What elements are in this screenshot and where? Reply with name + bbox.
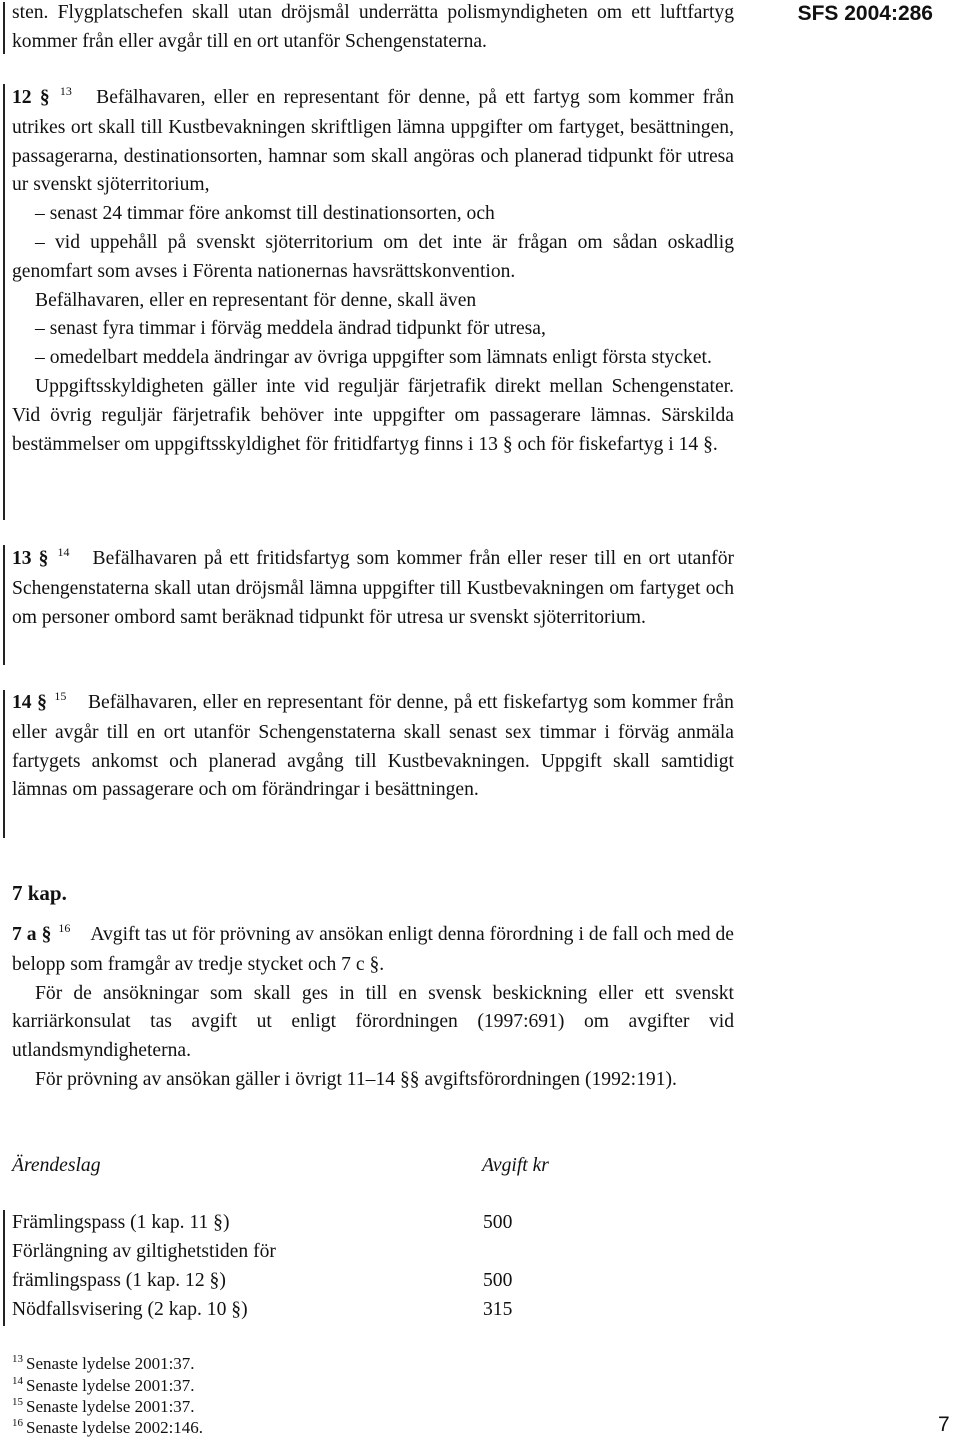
section-sign: §	[37, 692, 47, 713]
footnote-number: 13	[12, 1353, 23, 1365]
section-text: Befälhavaren, eller en representant för denne, på ett fartyg som kommer från utrikes ort skall till Kustbevakningen skriftligen lämna uppgifter om fartyget, besättningen, passagerarna, destinationsorten, hamnar som skall angöras och planerad tidpunkt för utresa ur svenskt sjöterritorium,	[12, 87, 735, 196]
change-bar	[3, 545, 5, 665]
footnote	[12, 1376, 195, 1398]
footnote	[12, 1397, 195, 1419]
section-number: 13	[12, 548, 32, 569]
table-row	[12, 1209, 734, 1238]
section-14	[12, 689, 734, 805]
paragraph: Befälhavaren, eller en representant för denne, skall även	[35, 289, 477, 311]
section-text: Befälhavaren, eller en representant för denne, på ett fiskefartyg som kommer från eller avgår till en ort utanför Schengenstaterna skall senast sex timmar i förväg anmäla fartygets ankomst och planerad avgång till Kustbevakningen. Uppgift skall samtidigt lämnas om passagerare och om förändringar i besättningen.	[12, 692, 734, 801]
table-row	[12, 1238, 734, 1267]
change-bar	[3, 84, 5, 520]
fee-amount: 500	[483, 1270, 513, 1291]
section-13-paragraph	[12, 545, 734, 632]
footnote-number: 15	[12, 1396, 23, 1408]
list-item: – vid uppehåll på svenskt sjöterritorium om det inte är frågan om sådan oskadlig genomfart som avses i Förenta nationernas havsrättskonvention.	[12, 231, 734, 282]
section-sign: §	[41, 924, 52, 945]
footnote-ref: 13	[59, 84, 72, 98]
table-row	[12, 1296, 734, 1325]
section-13	[12, 545, 734, 632]
section-7a	[12, 921, 734, 1095]
footnote-ref: 15	[54, 689, 67, 703]
page-number: 7	[938, 1413, 950, 1436]
list-item: – omedelbart meddela ändringar av övriga uppgifter som lämnats enligt första stycket.	[35, 347, 712, 369]
section-12	[12, 84, 734, 459]
table-row	[12, 1267, 734, 1296]
document-id: SFS 2004:286	[797, 2, 933, 25]
change-bar	[3, 2, 5, 54]
footnote-ref: 16	[58, 921, 71, 935]
section-sign: §	[38, 548, 49, 569]
footnote-text: Senaste lydelse 2001:37.	[26, 1397, 195, 1416]
continued-paragraph: sten. Flygplatschefen skall utan dröjsmål underrätta polismyndigheten om ett luftfartyg kommer från eller avgår till en ort utanför Schengenstaterna.	[12, 2, 734, 52]
column-header-fee: Avgift kr	[482, 1155, 549, 1176]
footnote-number: 14	[12, 1375, 23, 1387]
section-12-paragraph-1	[12, 84, 734, 200]
section-number: 14	[12, 692, 32, 713]
list-item: – senast 24 timmar före ankomst till destinationsorten, och	[35, 203, 495, 225]
section-7a-paragraph-1	[12, 921, 734, 980]
footnote-number: 16	[12, 1417, 23, 1429]
footnote-text: Senaste lydelse 2002:146.	[26, 1418, 204, 1437]
list-item: – senast fyra timmar i förväg meddela ändrad tidpunkt för utresa,	[35, 318, 546, 340]
footnote	[12, 1354, 195, 1376]
case-type: främlingspass (1 kap. 12 §)	[12, 1270, 226, 1291]
fee-amount: 500	[483, 1212, 513, 1233]
footnote-ref: 14	[57, 545, 70, 559]
fee-table-header	[12, 1152, 734, 1182]
chapter-heading: 7 kap.	[12, 881, 67, 905]
case-type: Nödfallsvisering (2 kap. 10 §)	[12, 1299, 248, 1320]
case-type: Främlingspass (1 kap. 11 §)	[12, 1212, 230, 1233]
section-number: 12	[12, 87, 32, 108]
section-text: Avgift tas ut för prövning av ansökan enligt denna förordning i de fall och med de belopp som framgår av tredje stycket och 7 c §.	[12, 924, 734, 975]
case-type: Förlängning av giltighetstiden för	[12, 1241, 276, 1262]
section-14-paragraph	[12, 689, 734, 805]
column-header-case-type: Ärendeslag	[12, 1155, 101, 1176]
footnote	[12, 1418, 203, 1440]
section-sign: §	[39, 87, 50, 108]
change-bar	[3, 1210, 5, 1326]
change-bar	[3, 690, 5, 838]
paragraph: Uppgiftsskyldigheten gäller inte vid reguljär färjetrafik direkt mellan Schengenstater. Vid övrig reguljär färjetrafik behöver inte uppgifter om passagerare lämnas. Särskilda bestämmelser om uppgiftsskyldighet för fritidfartyg finns i 13 § och för fiskefartyg i 14 §.	[12, 375, 734, 455]
section-text: Befälhavaren på ett fritidsfartyg som kommer från eller reser till en ort utanför Schengenstaterna skall utan dröjsmål lämna uppgifter till Kustbevakningen om fartyget och om personer ombord samt beräknad tidpunkt för utresa ur svenskt sjöterritorium.	[12, 548, 735, 628]
fee-amount: 315	[483, 1299, 513, 1320]
paragraph: För prövning av ansökan gäller i övrigt 11–14 §§ avgiftsförordningen (1992:191).	[35, 1068, 677, 1090]
footnote-text: Senaste lydelse 2001:37.	[26, 1376, 195, 1395]
paragraph: För de ansökningar som skall ges in till en svensk beskickning eller ett svenskt karriärkonsulat tas avgift ut enligt förordningen (1997:691) om avgifter vid utlandsmyndigheterna.	[12, 982, 734, 1062]
footnote-text: Senaste lydelse 2001:37.	[26, 1354, 195, 1373]
section-number: 7 a	[12, 924, 37, 945]
